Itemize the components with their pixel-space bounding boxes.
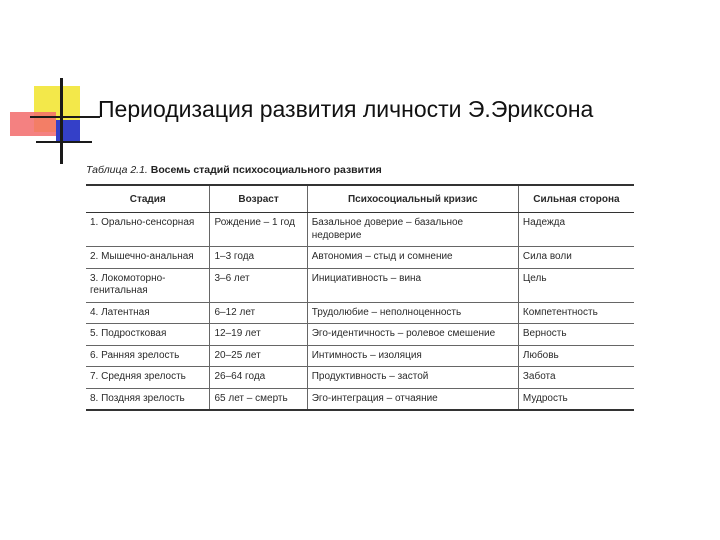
- header-crisis: Психосоциальный кризис: [307, 185, 518, 213]
- table-row: [86, 213, 634, 247]
- stages-table: [86, 184, 634, 411]
- cell-age: 3–6 лет: [210, 268, 307, 302]
- cell-strength: Мудрость: [518, 388, 634, 410]
- table-caption: [86, 164, 382, 176]
- ornament-horizontal-line: [30, 116, 100, 118]
- table-caption-number: Таблица 2.1.: [86, 164, 148, 176]
- cell-strength: Надежда: [518, 213, 634, 247]
- table-row: [86, 302, 634, 324]
- cell-age: 20–25 лет: [210, 345, 307, 367]
- header-strength: Сильная сторона: [518, 185, 634, 213]
- cell-age: 1–3 года: [210, 247, 307, 269]
- table-row: [86, 345, 634, 367]
- cell-crisis: Эго-идентичность – ролевое смешение: [307, 324, 518, 346]
- table-row: [86, 367, 634, 389]
- header-age: Возраст: [210, 185, 307, 213]
- ornament-horizontal-line-lower: [36, 141, 92, 143]
- header-stage: Стадия: [86, 185, 210, 213]
- cell-age: 12–19 лет: [210, 324, 307, 346]
- cell-stage: 5. Подростковая: [86, 324, 210, 346]
- cell-age: 65 лет – смерть: [210, 388, 307, 410]
- cell-stage: 8. Поздняя зрелость: [86, 388, 210, 410]
- cell-strength: Сила воли: [518, 247, 634, 269]
- cell-crisis: Базальное доверие – базальное недоверие: [307, 213, 518, 247]
- cell-age: Рождение – 1 год: [210, 213, 307, 247]
- cell-crisis: Интимность – изоляция: [307, 345, 518, 367]
- cell-stage: 7. Средняя зрелость: [86, 367, 210, 389]
- cell-age: 6–12 лет: [210, 302, 307, 324]
- cell-strength: Верность: [518, 324, 634, 346]
- table-caption-text: Восемь стадий психосоциального развития: [150, 164, 382, 176]
- cell-crisis: Эго-интеграция – отчаяние: [307, 388, 518, 410]
- cell-stage: 6. Ранняя зрелость: [86, 345, 210, 367]
- cell-crisis: Продуктивность – застой: [307, 367, 518, 389]
- cell-stage: 3. Локомоторно-генитальная: [86, 268, 210, 302]
- slide-title: Периодизация развития личности Э.Эриксона: [98, 96, 594, 122]
- cell-strength: Компетентность: [518, 302, 634, 324]
- cell-stage: 2. Мышечно-анальная: [86, 247, 210, 269]
- cell-strength: Любовь: [518, 345, 634, 367]
- cell-crisis: Инициативность – вина: [307, 268, 518, 302]
- cell-strength: Забота: [518, 367, 634, 389]
- cell-stage: 4. Латентная: [86, 302, 210, 324]
- table-row: [86, 268, 634, 302]
- cell-strength: Цель: [518, 268, 634, 302]
- cell-crisis: Трудолюбие – неполноценность: [307, 302, 518, 324]
- table-row: [86, 247, 634, 269]
- cell-stage: 1. Орально-сенсорная: [86, 213, 210, 247]
- cell-crisis: Автономия – стыд и сомнение: [307, 247, 518, 269]
- table-row: [86, 388, 634, 410]
- ornament-vertical-line: [60, 78, 63, 164]
- slide-ornament: [0, 0, 120, 170]
- table-row: [86, 324, 634, 346]
- cell-age: 26–64 года: [210, 367, 307, 389]
- table-header-row: [86, 185, 634, 213]
